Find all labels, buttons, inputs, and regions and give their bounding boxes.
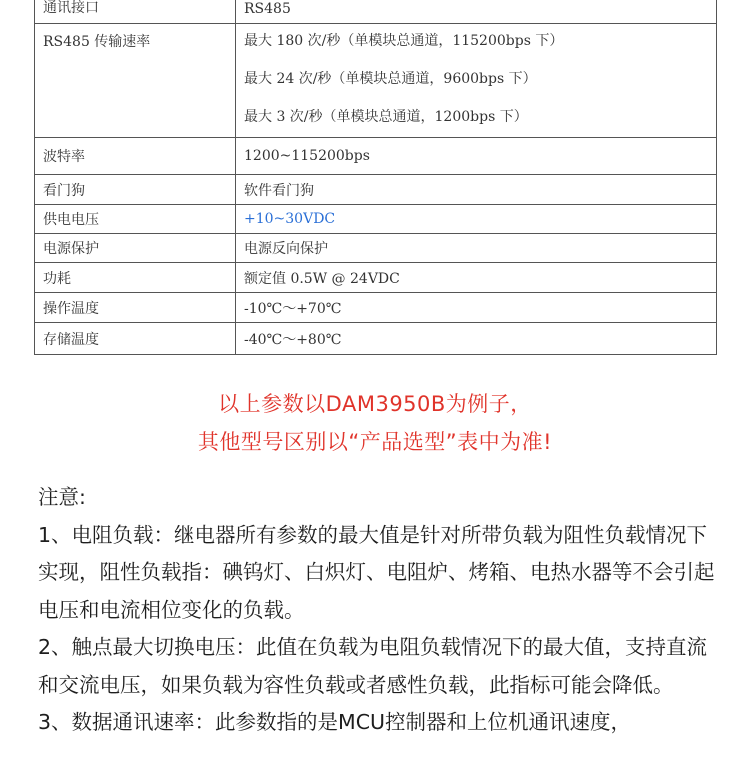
spec-row-protection [35,234,717,263]
spec-row-baud [35,138,717,175]
red-note-line-1: 以上参数以DAM3950B为例子， [218,392,532,416]
spec-value: -10℃～+70℃ [236,293,717,323]
notes-heading: 注意: [38,485,86,509]
note-item: 3、数据通讯速率：此参数指的是MCU控制器和上位机通讯速度， [38,710,632,734]
spec-label: 波特率 [35,138,236,175]
spec-label: 电源保护 [35,234,236,263]
notes-section [38,479,718,742]
spec-label: 操作温度 [35,293,236,323]
spec-label: 供电电压 [35,205,236,234]
note-item: 1、电阻负载：继电器所有参数的最大值是针对所带负载为阻性负载情况下实现，阻性负载指：碘钨灯、白炽灯、电阻炉、烤箱、电热水器等不会引起电压和电流相位变化的负载。 [38,522,715,622]
spec-row-interface [35,0,717,24]
spec-value: -40℃～+80℃ [236,323,717,355]
spec-value: 电源反向保护 [236,234,717,263]
rate-line: 最大 24 次/秒（单模块总通道，9600bps 下） [244,71,537,87]
spec-row-supply [35,205,717,234]
spec-label: 功耗 [35,263,236,293]
spec-value: RS485 [236,0,717,24]
spec-value: 1200~115200bps [236,138,717,175]
spec-value: 额定值 0.5W @ 24VDC [236,263,717,293]
spec-row-power [35,263,717,293]
rate-line: 最大 3 次/秒（单模块总通道，1200bps 下） [244,109,528,125]
spec-value-multi [236,24,717,138]
note-item: 2、触点最大切换电压：此值在负载为电阻负载情况下的最大值，支持直流和交流电压，如果负载为容性负载或者感性负载，此指标可能会降低。 [38,635,708,697]
spec-table [34,0,717,355]
spec-row-op-temp [35,293,717,323]
spec-value: 软件看门狗 [236,175,717,205]
spec-row-rs485-rate [35,24,717,138]
spec-label: RS485 传输速率 [35,24,236,138]
rate-line: 最大 180 次/秒（单模块总通道，115200bps 下） [244,33,564,49]
spec-value: +10~30VDC [236,205,717,234]
spec-row-watchdog [35,175,717,205]
red-note-line-2: 其他型号区别以“产品选型”表中为准! [197,430,553,454]
spec-label: 通讯接口 [35,0,236,24]
spec-label: 看门狗 [35,175,236,205]
spec-row-storage-temp [35,323,717,355]
spec-label: 存储温度 [35,323,236,355]
